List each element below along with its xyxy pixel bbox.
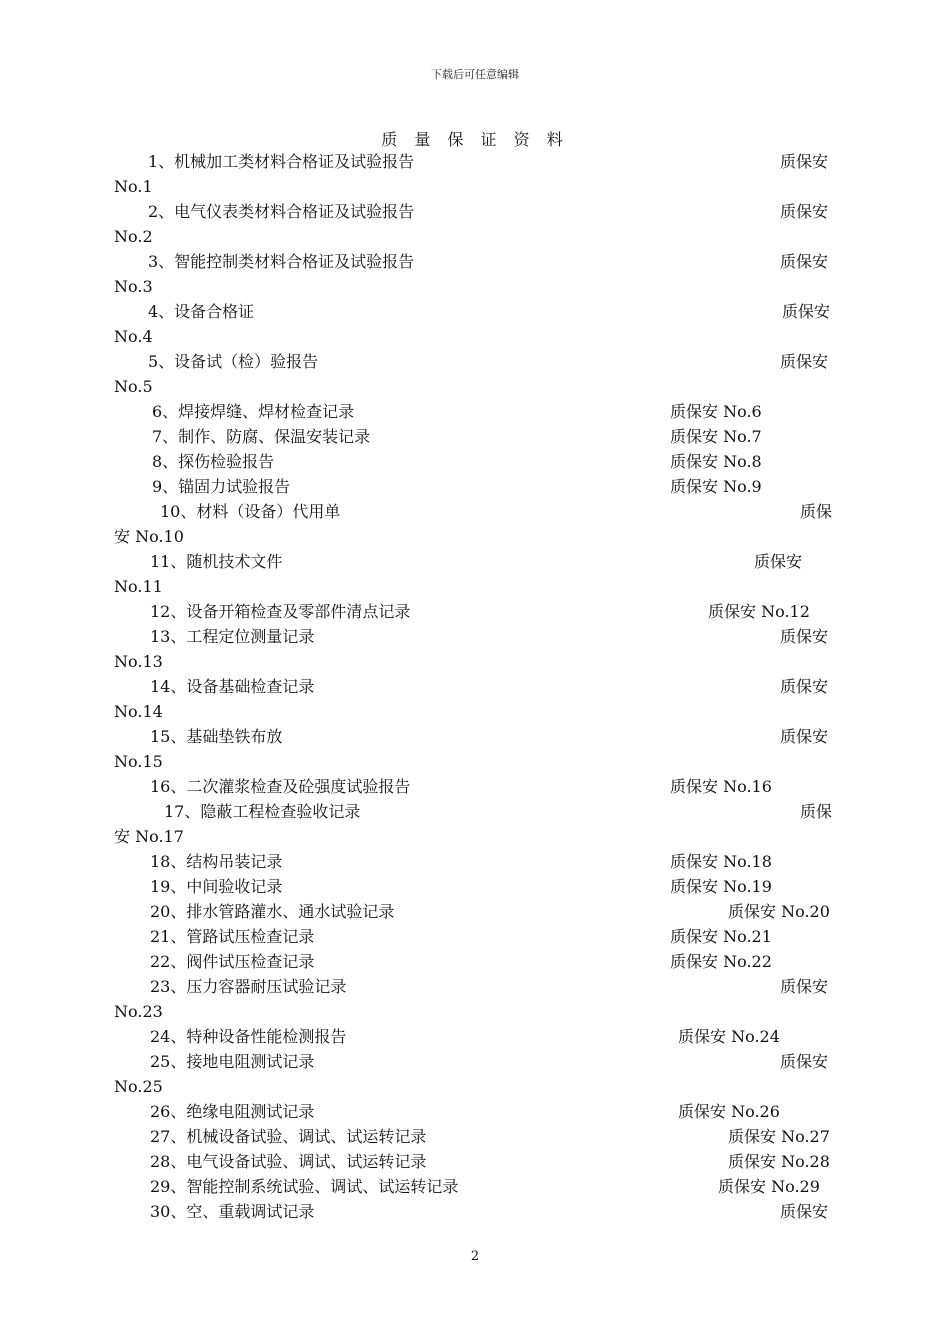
item-code: 质保安: [780, 977, 829, 996]
item-title: 17、隐蔽工程检查验收记录: [164, 802, 361, 821]
item-code: 质保安 No.21: [670, 927, 772, 946]
item-code-continuation: No.15: [114, 752, 163, 771]
item-code: 质保安: [780, 152, 829, 171]
item-title: 29、智能控制系统试验、调试、试运转记录: [150, 1177, 459, 1196]
item-title: 18、结构吊装记录: [150, 852, 283, 871]
item-title: 21、管路试压检查记录: [150, 927, 315, 946]
item-code: 质保安 No.19: [670, 877, 772, 896]
item-code-continuation: No.5: [114, 377, 153, 396]
item-code: 质保安 No.28: [728, 1152, 830, 1171]
item-title: 10、材料（设备）代用单: [160, 502, 341, 521]
item-title: 22、阀件试压检查记录: [150, 952, 315, 971]
item-code-continuation: No.13: [114, 652, 163, 671]
item-code: 质保安 No.9: [670, 477, 762, 496]
item-title: 6、焊接焊缝、焊材检查记录: [152, 402, 355, 421]
item-code: 质保安 No.6: [670, 402, 762, 421]
item-code: 质保安: [782, 302, 831, 321]
item-code: 质保安: [780, 252, 829, 271]
item-code: 质保安: [754, 552, 803, 571]
item-code: 质保: [800, 502, 833, 521]
item-title: 5、设备试（检）验报告: [148, 352, 319, 371]
item-code: 质保安: [780, 352, 829, 371]
item-code-continuation: No.25: [114, 1077, 163, 1096]
page-header: 下载后可任意编辑: [431, 68, 519, 81]
item-title: 23、压力容器耐压试验记录: [150, 977, 347, 996]
item-title: 20、排水管路灌水、通水试验记录: [150, 902, 395, 921]
item-code: 质保安 No.8: [670, 452, 762, 471]
item-code: 质保安 No.7: [670, 427, 762, 446]
item-code: 质保安: [780, 1052, 829, 1071]
item-code: 质保安 No.26: [678, 1102, 780, 1121]
item-code-continuation: No.3: [114, 277, 153, 296]
item-title: 2、电气仪表类材料合格证及试验报告: [148, 202, 415, 221]
item-code: 质保安: [780, 627, 829, 646]
item-title: 16、二次灌浆检查及砼强度试验报告: [150, 777, 411, 796]
item-code: 质保安 No.16: [670, 777, 772, 796]
item-code: 质保安 No.18: [670, 852, 772, 871]
item-title: 1、机械加工类材料合格证及试验报告: [148, 152, 415, 171]
item-code-continuation: 安 No.10: [114, 527, 184, 546]
item-code: 质保安: [780, 727, 829, 746]
item-title: 4、设备合格证: [148, 302, 255, 321]
item-title: 9、锚固力试验报告: [152, 477, 291, 496]
item-code: 质保安 No.12: [708, 602, 810, 621]
item-code: 质保安: [780, 677, 829, 696]
item-title: 24、特种设备性能检测报告: [150, 1027, 347, 1046]
item-title: 14、设备基础检查记录: [150, 677, 315, 696]
item-code-continuation: No.1: [114, 177, 153, 196]
item-title: 3、智能控制类材料合格证及试验报告: [148, 252, 415, 271]
item-code: 质保安: [780, 1202, 829, 1221]
item-title: 27、机械设备试验、调试、试运转记录: [150, 1127, 427, 1146]
item-code: 质保安: [780, 202, 829, 221]
item-title: 7、制作、防腐、保温安装记录: [152, 427, 371, 446]
item-code-continuation: No.11: [114, 577, 163, 596]
item-code: 质保安 No.20: [728, 902, 830, 921]
item-title: 26、绝缘电阻测试记录: [150, 1102, 315, 1121]
item-code: 质保安 No.29: [718, 1177, 820, 1196]
item-title: 25、接地电阻测试记录: [150, 1052, 315, 1071]
item-code: 质保安 No.22: [670, 952, 772, 971]
item-title: 8、探伤检验报告: [152, 452, 275, 471]
item-title: 19、中间验收记录: [150, 877, 283, 896]
item-code-continuation: No.14: [114, 702, 163, 721]
item-title: 30、空、重载调试记录: [150, 1202, 315, 1221]
item-title: 15、基础垫铁布放: [150, 727, 283, 746]
item-title: 12、设备开箱检查及零部件清点记录: [150, 602, 411, 621]
item-title: 28、电气设备试验、调试、试运转记录: [150, 1152, 427, 1171]
item-code: 质保安 No.24: [678, 1027, 780, 1046]
item-code-continuation: No.4: [114, 327, 153, 346]
item-code: 质保安 No.27: [728, 1127, 830, 1146]
page-number: 2: [470, 1249, 480, 1264]
item-title: 11、随机技术文件: [150, 552, 283, 571]
item-code-continuation: 安 No.17: [114, 827, 184, 846]
item-code-continuation: No.2: [114, 227, 153, 246]
item-code: 质保: [800, 802, 833, 821]
item-title: 13、工程定位测量记录: [150, 627, 315, 646]
item-code-continuation: No.23: [114, 1002, 163, 1021]
document-title: 质 量 保 证 资 料: [381, 130, 569, 149]
